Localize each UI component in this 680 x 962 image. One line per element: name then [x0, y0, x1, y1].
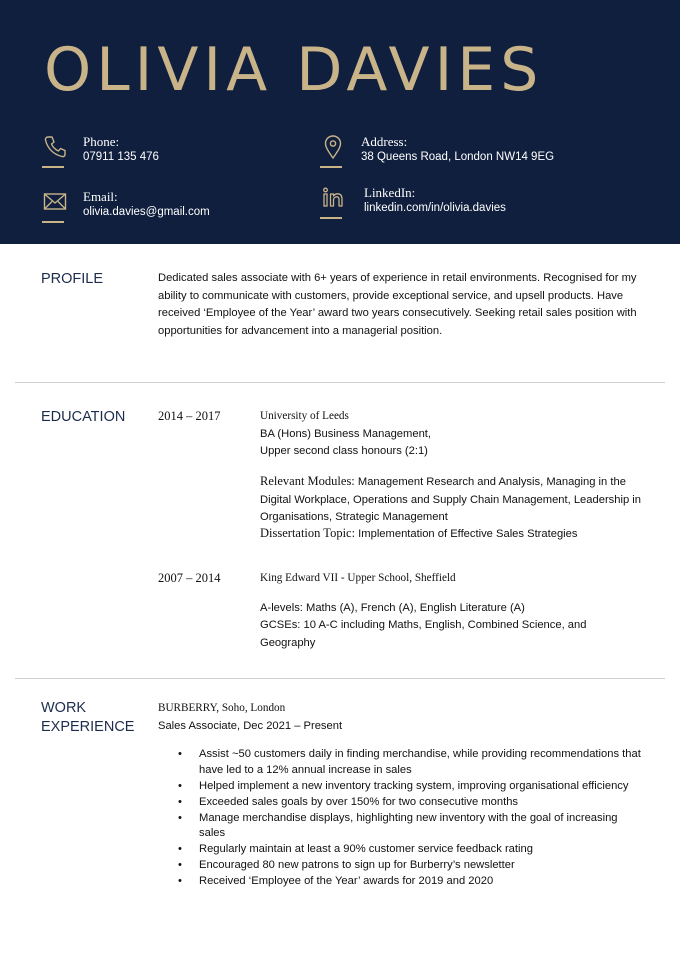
phone-icon	[42, 134, 68, 160]
education-gcses: GCSEs: 10 A-C including Maths, English, Combined Science, and Geography	[260, 619, 587, 649]
email-value[interactable]: olivia.davies@gmail.com	[83, 206, 210, 218]
education-alevels: A-levels: Maths (A), French (A), English Literature (A)	[260, 602, 525, 614]
list-item: • Exceeded sales goals by over 150% for two consecutive months	[175, 795, 645, 811]
education-heading: EDUCATION	[41, 409, 126, 425]
modules-list: Management Research and Analysis, Managing in the Digital Workplace, Operations and Supply Chain Management, Leadership in Organisations, Strategic Management	[260, 476, 642, 523]
phone-value[interactable]: 07911 135 476	[83, 151, 159, 163]
education-institution-2: King Edward VII - Upper School, Sheffield	[260, 572, 456, 584]
modules-label: Relevant Modules:	[260, 474, 355, 488]
candidate-name: OLIVIA DAVIES	[44, 35, 544, 105]
education-years-2: 2007 – 2014	[158, 571, 221, 585]
list-item: • Received ‘Employee of the Year’ awards for 2019 and 2020	[175, 874, 645, 890]
dissertation-topic: Implementation of Effective Sales Strategies	[355, 528, 578, 540]
dissertation-label: Dissertation Topic:	[260, 526, 356, 540]
list-item: • Encouraged 80 new patrons to sign up for Burberry’s newsletter	[175, 858, 645, 874]
list-item: • Manage merchandise displays, highlighting new inventory with the goal of increasing sales	[175, 811, 645, 842]
email-underline	[42, 221, 64, 223]
phone-label: Phone:	[83, 134, 120, 149]
work-achievements-list	[175, 747, 645, 890]
linkedin-icon	[320, 185, 346, 211]
phone-underline	[42, 166, 64, 168]
education-degree: BA (Hons) Business Management,	[260, 428, 432, 440]
linkedin-label: LinkedIn:	[364, 185, 416, 200]
education-dissertation	[260, 525, 645, 544]
education-modules	[260, 473, 645, 527]
profile-text: Dedicated sales associate with 6+ years of experience in retail environments. Recognised for my ability to communicate with customers, provide exceptional service, and upsell products. Have received ‘Employee of the Year’ award two years consecutively. Seeking retail sales position with opportunities for advancement into a managerial position.	[158, 272, 637, 337]
divider	[15, 678, 665, 679]
education-institution-1: University of Leeds	[260, 410, 349, 422]
address-value: 38 Queens Road, London NW14 9EG	[361, 151, 555, 163]
linkedin-underline	[320, 217, 342, 219]
location-pin-icon	[320, 134, 346, 160]
work-role: Sales Associate, Dec 2021 – Present	[158, 720, 343, 732]
resume-header	[0, 0, 680, 244]
education-years-1: 2014 – 2017	[158, 409, 221, 423]
divider	[15, 382, 665, 383]
work-heading-line2: EXPERIENCE	[41, 719, 135, 735]
envelope-icon	[42, 189, 68, 215]
list-item: • Assist ~50 customers daily in finding merchandise, while providing recommendations that have led to a 12% annual increase in sales	[175, 747, 645, 778]
work-heading-line1: WORK	[41, 700, 87, 716]
list-item: • Helped implement a new inventory tracking system, improving organisational efficiency	[175, 779, 645, 795]
work-heading	[41, 699, 134, 737]
address-underline	[320, 166, 342, 168]
education-grade: Upper second class honours (2:1)	[260, 445, 428, 457]
profile-heading: PROFILE	[41, 271, 104, 287]
address-label: Address:	[361, 134, 408, 149]
email-label: Email:	[83, 189, 118, 204]
linkedin-value[interactable]: linkedin.com/in/olivia.davies	[364, 202, 506, 214]
work-employer: BURBERRY, Soho, London	[158, 702, 286, 714]
list-item: • Regularly maintain at least a 90% customer service feedback rating	[175, 842, 645, 858]
